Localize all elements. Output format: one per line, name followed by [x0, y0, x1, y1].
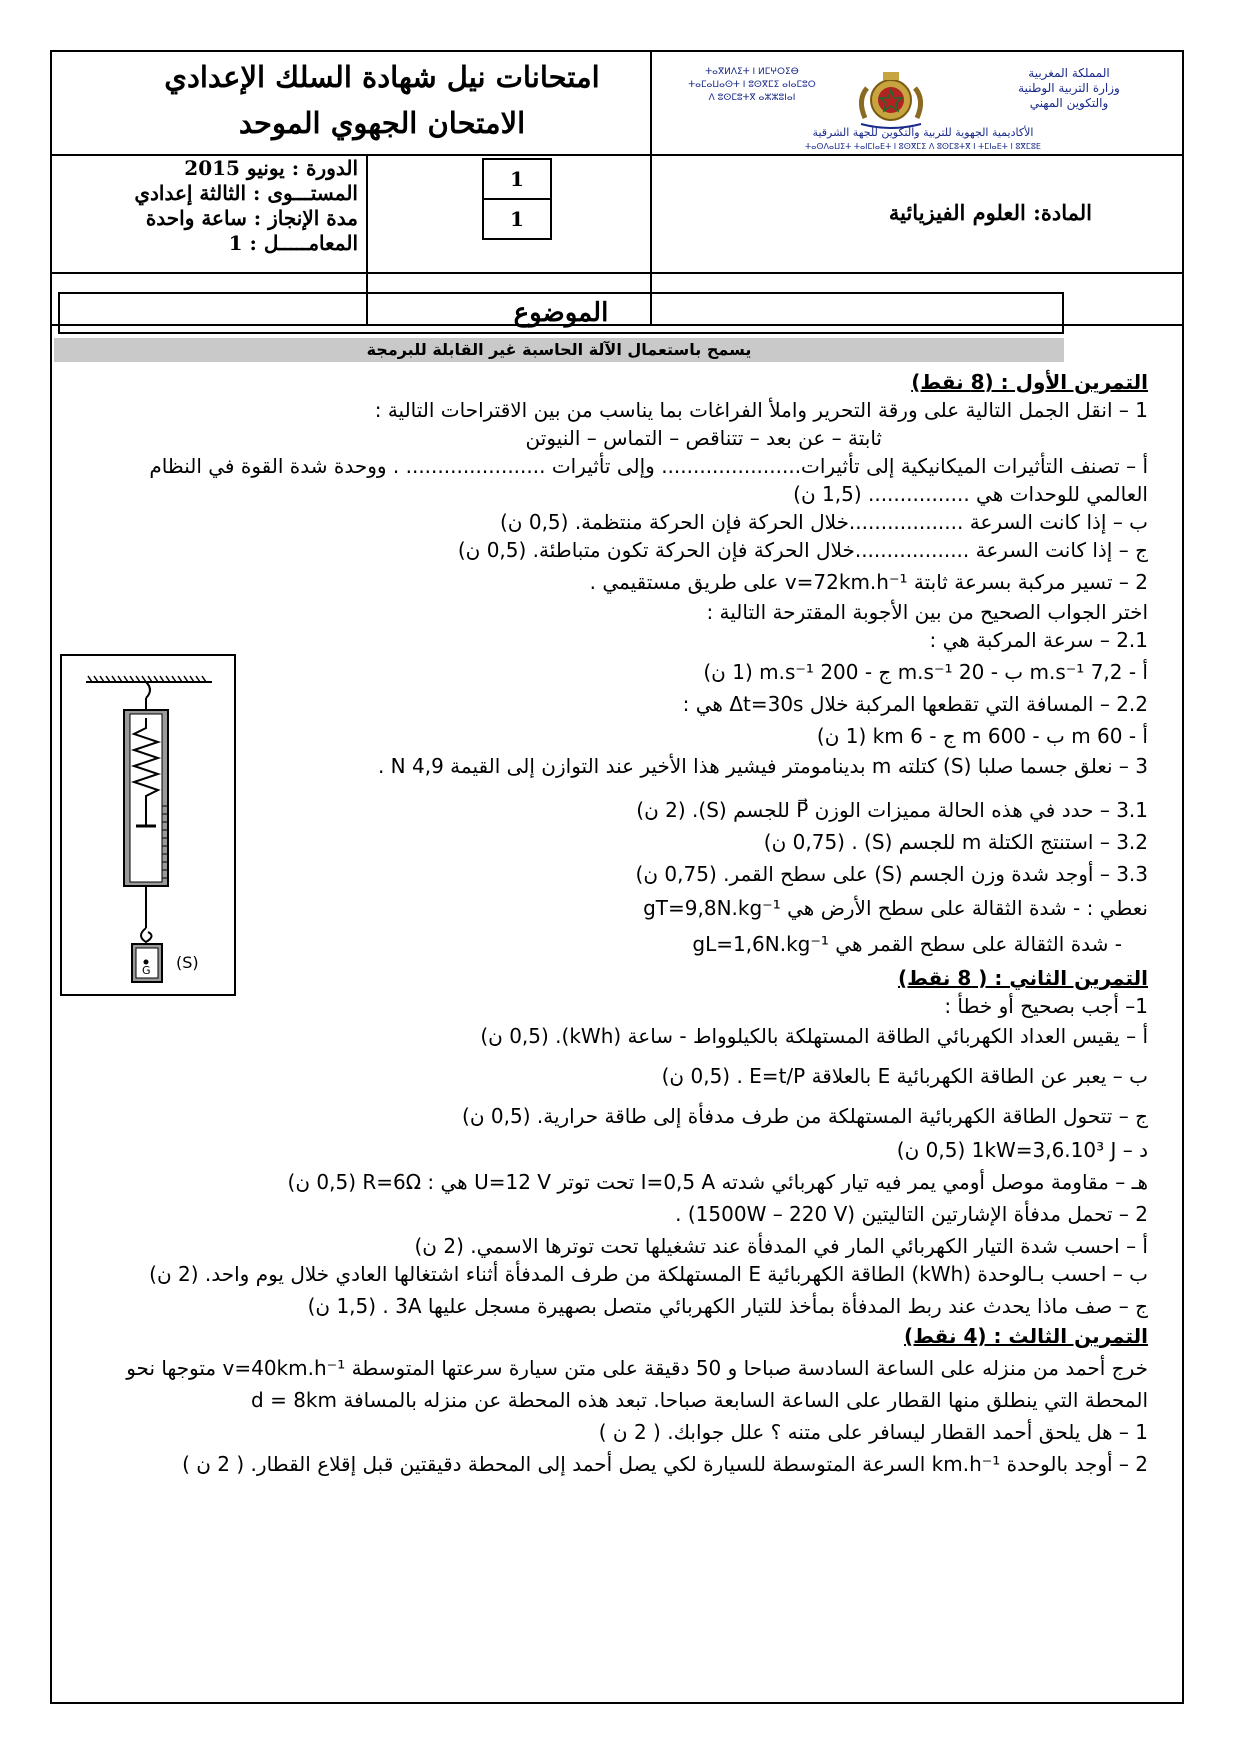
ex3-statement-2: المحطة التي ينطلق منها القطار على الساعة السابعة صباحا. تبعد هذه المحطة عن منزله بالمسافة d = 8km — [251, 1388, 1148, 1412]
calculator-note: يسمح باستعمال الآلة الحاسبة غير القابلة للبرمجة — [54, 338, 1064, 362]
ex3-statement-1: خرج أحمد من منزله على الساعة السادسة صباحا و 50 دقيقة على متن سيارة سرعتها المتوسطة v=40km.h⁻¹ متوجها نحو — [126, 1356, 1148, 1380]
ex2-q2a: أ – احسب شدة التيار الكهربائي المار في المدفأة عند تشغيلها تحت توترها الاسمي. (2 ن) — [414, 1234, 1148, 1258]
ex1-q1a: أ – تصنف التأثيرات الميكانيكية إلى تأثيرات...................... وإلى تأثيرات ...................... . ووحدة شدة القوة في النظام — [149, 454, 1148, 478]
level-label: المستـــوى : الثالثة إعدادي — [134, 181, 358, 205]
header-divider-2 — [52, 272, 1182, 274]
coefficient-label: المعامـــــل : 1 — [228, 231, 358, 255]
ex1-q2: 2 – تسير مركبة بسرعة ثابتة v=72km.h⁻¹ على طريق مستقيمي . — [589, 570, 1148, 594]
academy-tifinagh: ⵜⴰⵙⴷⴰⵡⵉⵜ ⵜⴰⵏⵎⵏⴰⴹⵜ ⵏ ⵓⵙⴳⵎⵉ ⴷ ⵓⵙⵎⵓⵜⴳ ⵏ ⵜⵎⵏⴰⴹⵜ ⵏ ⵓⴳⵎⵓⴹ — [805, 142, 1041, 151]
exercise-1-title: التمرين الأول : (8 نقط) — [911, 370, 1148, 394]
solid-label: (S) — [176, 953, 199, 972]
ex1-q1a-cont: العالمي للوحدات هي ................ (1,5 ن) — [793, 482, 1148, 506]
ministry-label-2: والتكوين المهني — [1029, 96, 1109, 110]
ex2-q1: 1– أجب بصحيح أو خطأ : — [944, 994, 1148, 1018]
academy-label: الأكاديمية الجهوية للتربية والتكوين للجهة الشرقية — [812, 126, 1034, 139]
exercise-3-title: التمرين الثالث : (4 نقط) — [904, 1324, 1148, 1348]
tifinagh-line-1: ⵜⴰⴳⵍⴷⵉⵜ ⵏ ⵍⵎⵖⵔⵉⴱ — [705, 67, 799, 77]
ex2-q2: 2 – تحمل مدفأة الإشارتين التاليتين (1500W – 220 V) . — [675, 1202, 1148, 1226]
ex3-q1: 1 – هل يلحق أحمد القطار ليسافر على متنه ؟ علل جوابك. ( 2 ن ) — [598, 1420, 1148, 1444]
topic-title: الموضوع — [513, 298, 609, 328]
ex2-q1a: أ – يقيس العداد الكهربائي الطاقة المستهلكة بالكيلوواط - ساعة (kWh). (0,5 ن) — [480, 1024, 1148, 1048]
ministry-block — [677, 60, 1177, 152]
exam-subtitle: الامتحان الجهوي الموحد — [238, 106, 526, 140]
ex1-q3-3: 3.3 – أوجد شدة وزن الجسم (S) على سطح القمر. (0,75 ن) — [635, 862, 1148, 886]
ex1-q1: 1 – انقل الجمل التالية على ورقة التحرير واملأ الفراغات بما يناسب من بين الاقتراحات التالية : — [374, 398, 1148, 422]
page-total-box: 1 — [482, 198, 552, 240]
header-col-divider-mid — [650, 52, 652, 324]
ex1-q1b: ب – إذا كانت السرعة ..................خلال الحركة فإن الحركة منتظمة. (0,5 ن) — [499, 510, 1148, 534]
ex1-q3-2: 3.2 – استنتج الكتلة m للجسم (S) . (0,75 ن) — [763, 830, 1148, 854]
ex2-q2c: ج – صف ماذا يحدث عند ربط المدفأة بمأخذ للتيار الكهربائي متصل بصهيرة مسجل عليها 3A . (1,5 ن) — [307, 1294, 1148, 1318]
exam-page — [50, 50, 1184, 1704]
ex3-q2: 2 – أوجد بالوحدة km.h⁻¹ السرعة المتوسطة للسيارة لكي يصل أحمد إلى المحطة دقيقتين قبل إقلاع القطار. ( 2 ن ) — [182, 1452, 1148, 1476]
exam-info — [58, 156, 358, 256]
ex1-q1c: ج – إذا كانت السرعة ..................خلال الحركة فإن الحركة تكون متباطئة. (0,5 ن) — [457, 538, 1148, 562]
tifinagh-line-2: ⵜⴰⵎⴰⵡⴰⵙⵜ ⵏ ⵓⵙⴳⵎⵉ ⴰⵏⴰⵎⵓⵔ — [688, 80, 816, 90]
ministry-label-1: وزارة التربية الوطنية — [1018, 81, 1120, 95]
ex2-q1d: د – 1kW=3,6.10³ J (0,5 ن) — [896, 1138, 1148, 1162]
topic-box — [58, 292, 1064, 334]
ex2-q1c: ج – تتحول الطاقة الكهربائية المستهلكة من طرف مدفأة إلى طاقة حرارية. (0,5 ن) — [462, 1104, 1148, 1128]
center-of-gravity-label: G — [142, 964, 151, 977]
ex1-q3-1: 3.1 – حدد في هذه الحالة مميزات الوزن P⃗ للجسم (S). (2 ن) — [636, 798, 1148, 822]
ex1-q2-2: 2.2 – المسافة التي تقطعها المركبة خلال Δt=30s هي : — [682, 692, 1148, 716]
ex1-q2-1: 2.1 – سرعة المركبة هي : — [929, 628, 1148, 652]
duration-label: مدة الإنجاز : ساعة واحدة — [145, 206, 358, 230]
ex1-q2-1-choices: أ - 7,2 m.s⁻¹ ب - 20 m.s⁻¹ ج - 200 m.s⁻¹ (1 ن) — [703, 660, 1148, 684]
dynamometer-figure — [60, 654, 236, 996]
subject-label: المادة: العلوم الفيزيائية — [888, 200, 1092, 225]
ex2-q2b: ب – احسب بـالوحدة (kWh) الطاقة الكهربائية E المستهلكة من طرف المدفأة أثناء اشتغالها العادي خلال يوم واحد. (2 ن) — [149, 1262, 1148, 1286]
ex1-q3: 3 – نعلق جسما صلبا (S) كتلته m بدينامومتر فيشير هذا الأخير عند التوازن إلى القيمة 4,9 N . — [377, 754, 1148, 778]
exam-title: امتحانات نيل شهادة السلك الإعدادي — [164, 60, 600, 94]
ex2-q1e: هـ – مقاومة موصل أومي يمر فيه تيار كهربائي شدته I=0,5 A تحت توتر U=12 V هي : R=6Ω (0,5 ن) — [287, 1170, 1148, 1194]
tifinagh-line-3: ⴷ ⵓⵙⵎⵓⵜⴳ ⴰⵣⵣⵓⵏⴰⵏ — [708, 93, 796, 103]
ex2-q1b: ب – يعبر عن الطاقة الكهربائية E بالعلاقة E=t/P . (0,5 ن) — [661, 1064, 1148, 1088]
page-number-box: 1 — [482, 158, 552, 200]
coat-of-arms-icon — [847, 66, 935, 132]
ex1-q2-instruction: اختر الجواب الصحيح من بين الأجوبة المقترحة التالية : — [706, 600, 1148, 624]
ex1-given-1: نعطي : - شدة الثقالة على سطح الأرض هي gT=9,8N.kg⁻¹ — [643, 896, 1148, 920]
exercise-2-title: التمرين الثاني : ( 8 نقط) — [897, 966, 1148, 990]
ex1-q2-2-choices: أ - 60 m ب - 600 m ج - 6 km (1 ن) — [816, 724, 1148, 748]
kingdom-label: المملكة المغربية — [1028, 66, 1110, 80]
dynamometer-diagram — [62, 656, 234, 994]
session-label: الدورة : يونيو 2015 — [184, 156, 358, 180]
ex1-given-2: - شدة الثقالة على سطح القمر هي gL=1,6N.kg⁻¹ — [692, 932, 1122, 956]
ex1-options: ثابتة – عن بعد – تتناقص – التماس – النيوتن — [525, 426, 882, 450]
